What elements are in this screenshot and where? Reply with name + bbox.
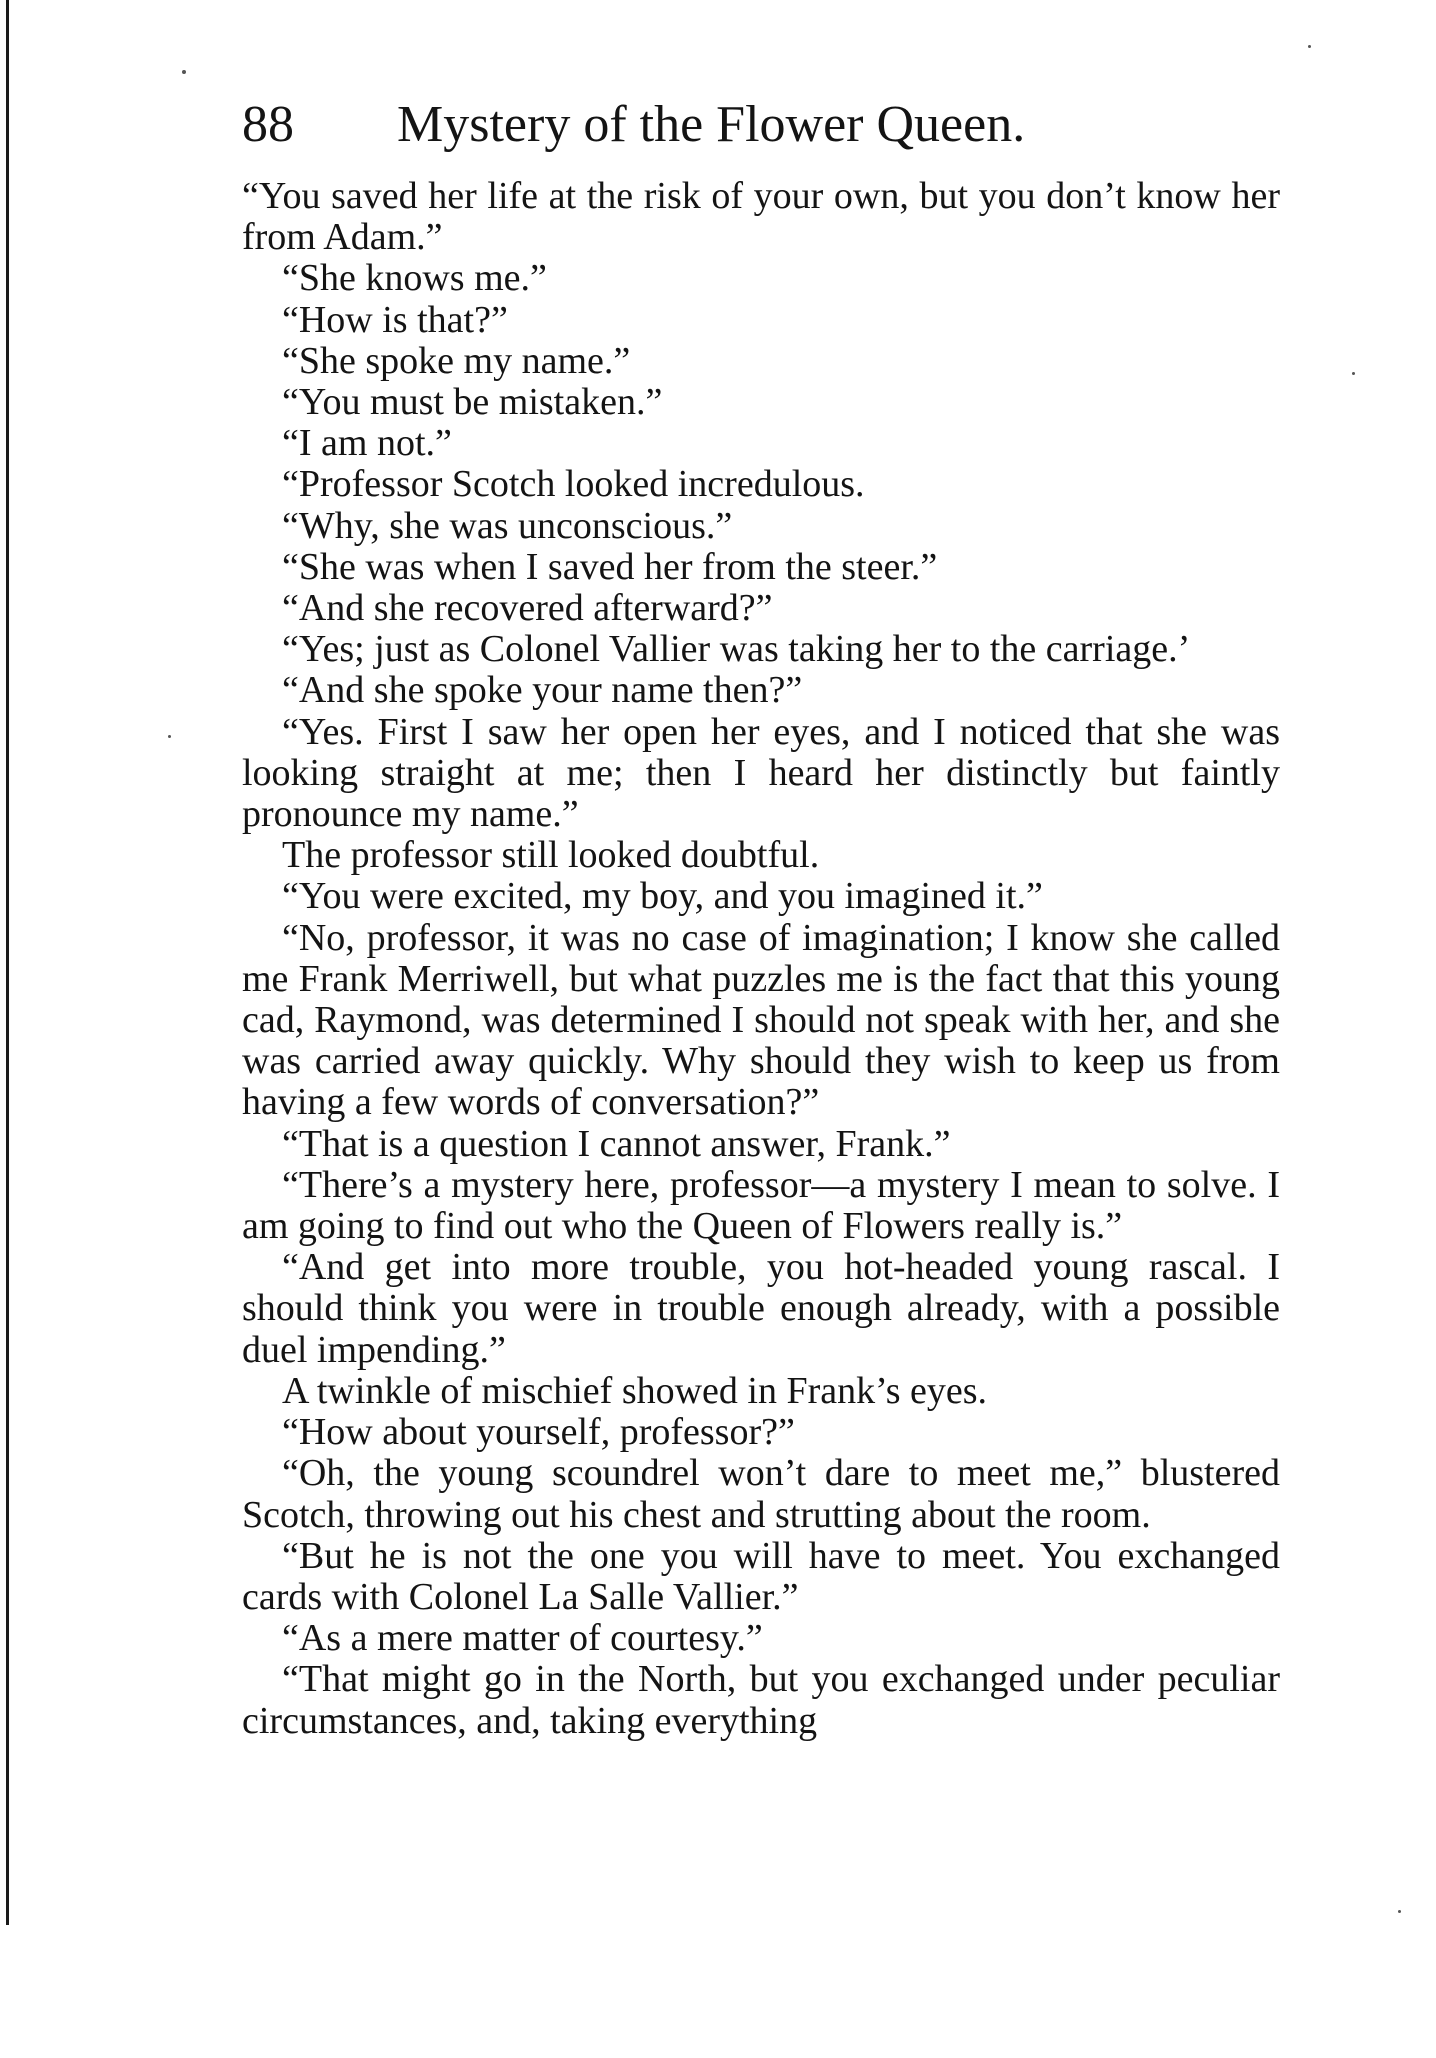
paragraph: “You must be mistaken.” xyxy=(282,381,663,424)
paragraph: “No, professor, it was no case of imagination; I know she called me Frank Merriwell, but what puzzles me is the fact that this young cad, Raymond, was determined I should not speak with her, and she was carried away quickly. Why should they wish to keep us from having a few words of conversation?” xyxy=(242,916,1280,1124)
paper-speck xyxy=(1398,1910,1401,1913)
body-text xyxy=(242,176,1280,1742)
paragraph: The professor still looked doubtful. xyxy=(282,834,820,877)
paragraph: “Yes. First I saw her open her eyes, and I noticed that she was looking straight at me; then I heard her distinctly but faintly pronounce my name.” xyxy=(242,710,1280,836)
book-title: Mystery of the Flower Queen. xyxy=(397,96,1026,153)
paragraph: “But he is not the one you will have to meet. You exchanged cards with Colonel La Salle Vallier.” xyxy=(242,1534,1280,1618)
paragraph: “There’s a mystery here, professor—a mystery I mean to solve. I am going to find out who the Queen of Flowers really is.” xyxy=(242,1163,1280,1248)
paragraph: “She was when I saved her from the steer.” xyxy=(282,545,938,588)
paragraph: “I am not.” xyxy=(282,422,452,465)
paragraph: “Oh, the young scoundrel won’t dare to meet me,” blustered Scotch, throwing out his chest and strutting about the room. xyxy=(242,1452,1280,1536)
paragraph: “And get into more trouble, you hot-headed young rascal. I should think you were in trouble enough already, with a possible duel impending.” xyxy=(242,1246,1280,1371)
paragraph: “That might go in the North, but you exchanged under peculiar circumstances, and, taking everything xyxy=(242,1658,1280,1742)
paper-speck xyxy=(168,735,171,738)
paper-speck xyxy=(1352,372,1355,375)
paragraph: A twinkle of mischief showed in Frank’s eyes. xyxy=(282,1369,988,1412)
paragraph: “How about yourself, professor?” xyxy=(282,1411,795,1454)
paragraph: “Why, she was unconscious.” xyxy=(282,504,733,547)
paragraph: “And she recovered afterward?” xyxy=(282,587,773,630)
paragraph: “And she spoke your name then?” xyxy=(282,669,803,712)
paragraph: “As a mere matter of courtesy.” xyxy=(282,1617,763,1660)
paper-speck xyxy=(182,70,186,74)
running-header xyxy=(242,90,1292,160)
paper-speck xyxy=(1308,45,1311,48)
paragraph: “Yes; just as Colonel Vallier was taking her to the carriage.’ xyxy=(282,628,1191,671)
paragraph: “She spoke my name.” xyxy=(282,339,631,382)
page-edge-rule xyxy=(6,0,9,1925)
paragraph: “You were excited, my boy, and you imagined it.” xyxy=(282,875,1043,918)
paragraph: “How is that?” xyxy=(282,298,508,341)
paragraph: “Professor Scotch looked incredulous. xyxy=(282,463,865,506)
paragraph: “You saved her life at the risk of your own, but you don’t know her from Adam.” xyxy=(242,175,1280,259)
paragraph: “That is a question I cannot answer, Frank.” xyxy=(282,1122,951,1165)
paragraph: “She knows me.” xyxy=(282,257,547,300)
page-number: 88 xyxy=(242,96,294,153)
